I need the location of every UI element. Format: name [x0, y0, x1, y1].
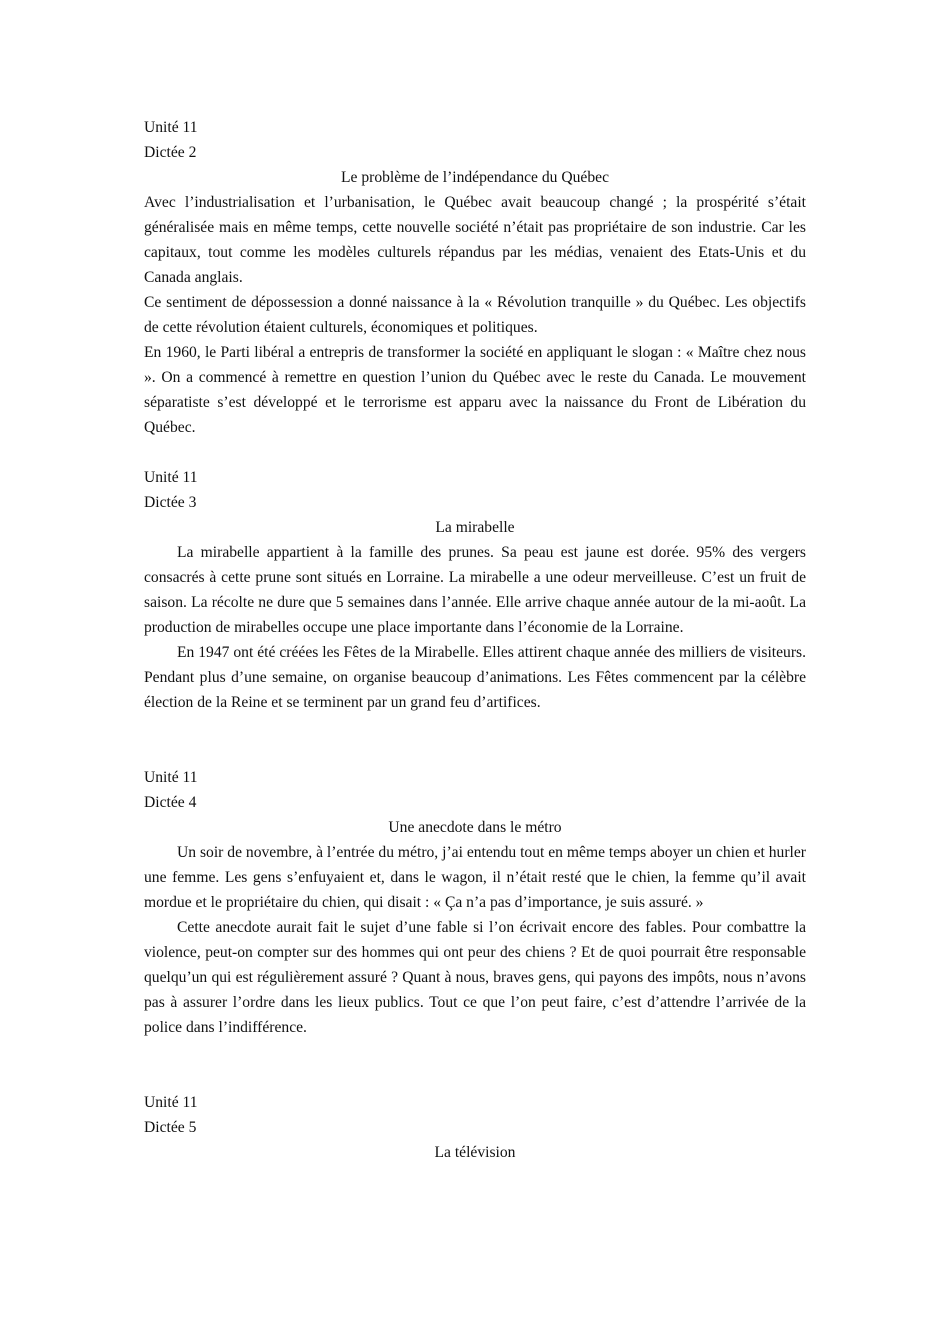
paragraph: Avec l’industrialisation et l’urbanisation, le Québec avait beaucoup changé ; la prospérité s’était généralisée mais en même temps, cette nouvelle société n’était pas propriétaire de son industrie. Car les capitaux, tout comme les modèles culturels répandus par les médias, venaient des Etats-Unis et du Canada anglais.	[144, 194, 806, 286]
section-title: La télévision	[434, 1144, 516, 1161]
dictee-2-section	[144, 115, 806, 440]
dictee-4-section	[144, 765, 806, 1040]
unit-label: Unité 11	[144, 469, 198, 486]
paragraph: Ce sentiment de dépossession a donné naissance à la « Révolution tranquille » du Québec. Les objectifs de cette révolution étaient culturels, économiques et politiques.	[144, 294, 806, 336]
unit-label: Unité 11	[144, 119, 198, 136]
dictee-label: Dictée 3	[144, 494, 197, 511]
dictee-label: Dictée 4	[144, 794, 197, 811]
section-title: Une anecdote dans le métro	[388, 819, 562, 836]
unit-label: Unité 11	[144, 769, 198, 786]
dictee-label: Dictée 2	[144, 144, 197, 161]
section-title: La mirabelle	[435, 519, 515, 536]
dictee-label: Dictée 5	[144, 1119, 197, 1136]
section-title: Le problème de l’indépendance du Québec	[340, 169, 609, 186]
paragraph: En 1947 ont été créées les Fêtes de la Mirabelle. Elles attirent chaque année des milliers de visiteurs. Pendant plus d’une semaine, on organise beaucoup d’animations. Les Fêtes commencent par la célèbre élection de la Reine et se terminent par un grand feu d’artifices.	[144, 644, 806, 711]
dictee-5-section	[144, 1090, 806, 1165]
paragraph: En 1960, le Parti libéral a entrepris de transformer la société en appliquant le slogan : « Maître chez nous ». On a commencé à remettre en question l’union du Québec avec le reste du Canada. Le mouvement séparatiste s’est développé et le terrorisme est apparu avec la naissance du Front de Libération du Québec.	[144, 344, 806, 436]
paragraph: Cette anecdote aurait fait le sujet d’une fable si l’on écrivait encore des fables. Pour combattre la violence, peut-on compter sur des hommes qui ont peur des chiens ? Et de quoi pourrait être responsable quelqu’un qui est régulièrement assuré ? Quant à nous, braves gens, qui payons des impôts, nous n’avons pas à assurer l’ordre dans les lieux publics. Tout ce que l’on peut faire, c’est d’attendre l’arrivée de la police dans l’indifférence.	[144, 919, 806, 1036]
document-page	[144, 115, 806, 1165]
dictee-3-section	[144, 465, 806, 715]
paragraph: La mirabelle appartient à la famille des prunes. Sa peau est jaune est dorée. 95% des vergers consacrés à cette prune sont situés en Lorraine. La mirabelle a une odeur merveilleuse. C’est un fruit de saison. La récolte ne dure que 5 semaines dans l’année. Elle arrive chaque année autour de la mi-août. La production de mirabelles occupe une place importante dans l’économie de la Lorraine.	[144, 544, 806, 636]
unit-label: Unité 11	[144, 1094, 198, 1111]
paragraph: Un soir de novembre, à l’entrée du métro, j’ai entendu tout en même temps aboyer un chien et hurler une femme. Les gens s’enfuyaient et, dans le wagon, il n’était resté que le chien, la femme qu’il avait mordue et le propriétaire du chien, qui disait : « Ça n’a pas d’importance, je suis assuré. »	[144, 844, 806, 911]
